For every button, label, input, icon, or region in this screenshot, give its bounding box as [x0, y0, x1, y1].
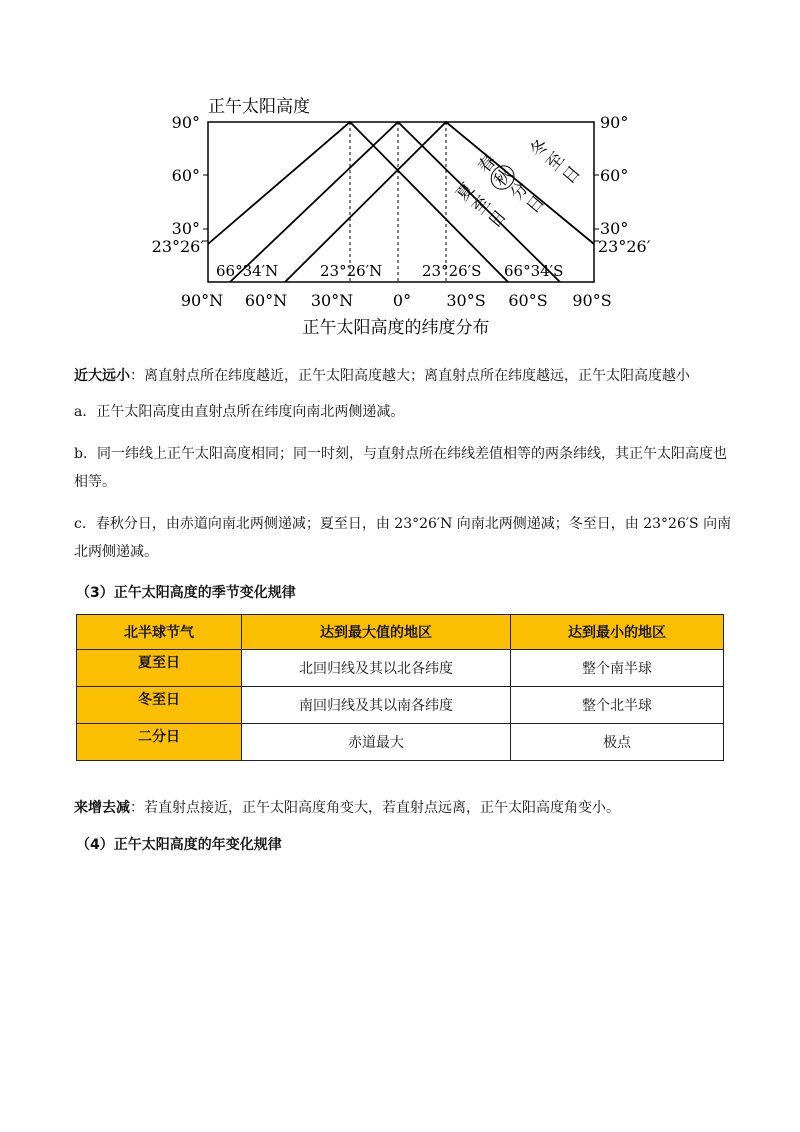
winter-char-1: 冬 — [526, 135, 553, 162]
table-cell-min: 整个北半球 — [511, 687, 724, 724]
rule-paragraph-near-far — [74, 366, 734, 386]
y-axis-title: 正午太阳高度 — [208, 97, 310, 117]
x-label-60S: 60°S — [508, 291, 548, 310]
rule-body: ：离直射点所在纬度越近，正午太阳高度越大；离直射点所在纬度越远，正午太阳高度越小 — [130, 368, 690, 384]
winter-solstice-label — [527, 135, 585, 188]
equinox-char-3: 分 — [506, 178, 533, 205]
x-label-90N: 90°N — [180, 291, 224, 310]
x-label-0: 0° — [392, 291, 412, 310]
table-row-label: 冬至日 — [77, 687, 242, 724]
equinox-char-1: 春 — [474, 151, 501, 178]
inner-label-2326S: 23°26′S — [422, 262, 482, 280]
equinox-line — [230, 122, 560, 282]
paragraph-c: c．春秋分日，由赤道向南北两侧递减；夏至日，由 23°26′N 向南北两侧递减；冬至日，由 23°26′S 向南北两侧递减。 — [74, 516, 732, 560]
left-label-90: 90° — [171, 113, 200, 132]
seasonal-table — [76, 614, 724, 761]
table-cell-max: 北回归线及其以北各纬度 — [242, 650, 511, 687]
inner-label-6634S: 66°34′S — [504, 262, 564, 280]
winter-char-3: 日 — [558, 162, 585, 189]
equinox-char-4: 日 — [522, 191, 550, 218]
equinox-char-2: 秋 — [490, 164, 517, 191]
winter-char-2: 至 — [542, 148, 569, 175]
left-label-60: 60° — [171, 166, 200, 185]
diagram-caption: 正午太阳高度的纬度分布 — [302, 318, 490, 338]
table-header-cell: 北半球节气 — [77, 615, 242, 650]
summer-char-2: 至 — [468, 192, 495, 219]
table-header-row — [77, 615, 724, 650]
paragraph-b: b．同一纬线上正午太阳高度相同；同一时刻，与直射点所在纬线差值相等的两条纬线，其正午太阳高度也相等。 — [74, 446, 727, 490]
x-label-30N: 30°N — [310, 291, 354, 310]
table-header-cell: 达到最大值的地区 — [242, 615, 511, 650]
inner-label-2326N: 23°26′N — [320, 262, 383, 280]
table-header-cell: 达到最小的地区 — [511, 615, 724, 650]
rule-lead: 来增去减 — [74, 800, 130, 816]
x-label-60N: 60°N — [244, 291, 288, 310]
table-cell-max: 赤道最大 — [242, 724, 511, 761]
right-label-2326: 23°26′ — [598, 237, 651, 256]
table-row — [77, 650, 724, 687]
x-label-30S: 30°S — [446, 291, 486, 310]
table-row-label: 二分日 — [77, 724, 242, 761]
right-label-60: 60° — [600, 166, 629, 185]
table-cell-min: 极点 — [511, 724, 724, 761]
summer-char-3: 日 — [484, 206, 511, 233]
left-label-2326: 23°26′ — [151, 237, 204, 256]
noon-sun-altitude-diagram — [140, 86, 660, 346]
rule-lead: 近大远小 — [74, 368, 130, 384]
table-row — [77, 724, 724, 761]
rule-body: ：若直射点接近，正午太阳高度角变大，若直射点远离，正午太阳高度角变小。 — [130, 800, 620, 816]
rule-paragraph-approach — [74, 798, 734, 818]
left-label-30: 30° — [171, 219, 200, 238]
heading-seasonal: （3）正午太阳高度的季节变化规律 — [76, 585, 296, 601]
paragraph-a: a．正午太阳高度由直射点所在纬度向南北两侧递减。 — [74, 404, 405, 420]
heading-annual: （4）正午太阳高度的年变化规律 — [76, 837, 282, 853]
right-label-30: 30° — [600, 219, 629, 238]
right-label-90: 90° — [600, 113, 629, 132]
table-row-label: 夏至日 — [77, 650, 242, 687]
table-cell-min: 整个南半球 — [511, 650, 724, 687]
x-label-90S: 90°S — [572, 291, 612, 310]
summer-char-1: 夏 — [452, 179, 479, 206]
table-row — [77, 687, 724, 724]
table-cell-max: 南回归线及其以南各纬度 — [242, 687, 511, 724]
inner-label-6634N: 66°34′N — [216, 262, 279, 280]
